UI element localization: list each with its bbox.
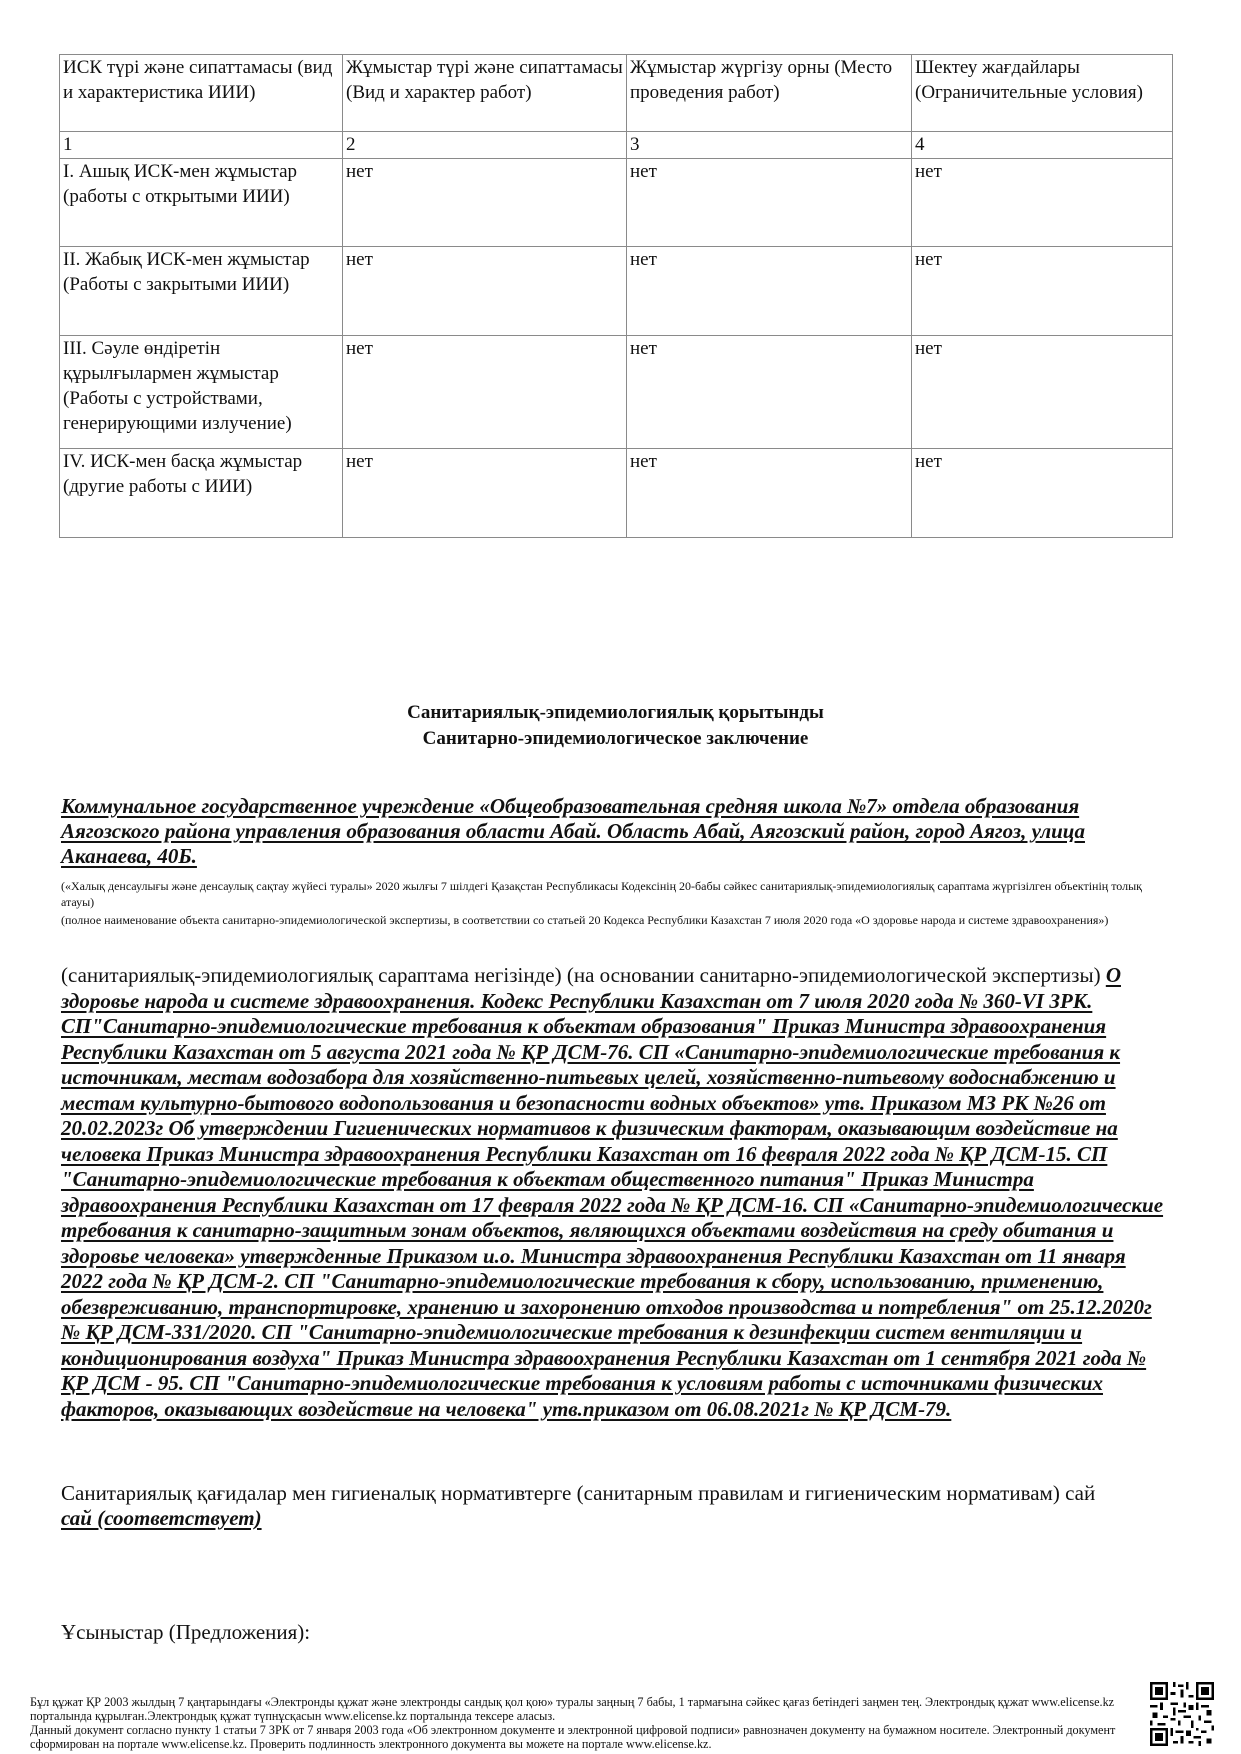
table-cell: 1 (60, 132, 343, 159)
table-cell: нет (912, 247, 1173, 336)
conclusion-title-kz: Санитариялық-эпидемиологиялық қорытынды (407, 702, 824, 723)
table-header-row (60, 55, 1173, 132)
table-row (60, 159, 1173, 247)
table-cell: нет (627, 159, 912, 247)
table-cell: III. Сәуле өндіретін құрылғылармен жұмыстар (Работы с устройствами, генерирующими излучение) (60, 336, 343, 449)
footer-disclaimer (30, 1695, 1130, 1751)
table-cell: нет (912, 159, 1173, 247)
entity-name: Коммунальное государственное учреждение «Общеобразовательная средняя школа №7» отдела образования Аягозского района управления образования области Абай. Область Абай, Аягозский район, город Аягоз, улица Аканаева, 40Б. (61, 794, 1085, 868)
table-cell: I. Ашық ИСК-мен жұмыстар (работы с открытыми ИИИ) (60, 159, 343, 247)
table-cell: IV. ИСК-мен басқа жұмыстар (другие работы с ИИИ) (60, 449, 343, 538)
conformity-section (61, 1481, 1171, 1531)
footer-line-kz: Бұл құжат ҚР 2003 жылдың 7 қаңтарындағы «Электронды құжат және электронды сандық қол қою» туралы заңның 7 бабы, 1 тармағына сәйкес қағаз бетіндегі заңмен тең. Электрондық құжат www.elicense.kz порталында құрылған.Электрондық құжат түпнұсқасын www.elicense.kz порталында тексере аласыз. (30, 1695, 1115, 1723)
basis-intro: (санитариялық-эпидемиологиялық сараптама негізінде) (на основании санитарно-эпидемиологической экспертизы) (61, 963, 1101, 987)
isk-table (59, 54, 1173, 538)
table-cell: нет (343, 159, 627, 247)
qr-code-icon (1150, 1682, 1214, 1746)
table-cell: 2 (343, 132, 627, 159)
table-header-cell: Жұмыстар жүргізу орны (Место проведения работ) (627, 55, 912, 132)
table-cell: 3 (627, 132, 912, 159)
table-header-cell: Жұмыстар түрі және сипаттамасы (Вид и характер работ) (343, 55, 627, 132)
basis-section (61, 963, 1171, 1422)
table-header-cell: ИСК түрі және сипаттамасы (вид и характеристика ИИИ) (60, 55, 343, 132)
table-header-cell: Шектеу жағдайлары (Ограничительные условия) (912, 55, 1173, 132)
entity-note-kz: («Халық денсаулығы және денсаулық сақтау жүйесі туралы» 2020 жылғы 7 шілдегі Қазақстан Республикасы Кодексінің 20-бабы сәйкес санитариялық-эпидемиологиялық сараптама жүргізілген объектінің толық атауы) (61, 879, 1143, 909)
table-cell: нет (343, 247, 627, 336)
table-cell: нет (343, 336, 627, 449)
table-cell: нет (912, 336, 1173, 449)
table-cell: нет (627, 449, 912, 538)
table-row (60, 449, 1173, 538)
basis-documents: О здоровье народа и системе здравоохранения. Кодекс Республики Казахстан от 7 июля 2020 года № 360-VI ЗРК. СП"Санитарно-эпидемиологические требования к объектам образования" Приказ Министра здравоохранения Республики Казахстан от 5 августа 2021 года № ҚР ДСМ-76. СП «Санитарно-эпидемиологические требования к источникам, местам водозабора для хозяйственно-питьевых целей, хозяйственно-питьевому водоснабжению и местам культурно-бытового водопользования и безопасности водных объектов» утв. Приказом МЗ РК №26 от 20.02.2023г Об утверждении Гигиенических нормативов к физическим факторам, оказывающим воздействие на человека Приказ Министра здравоохранения Республики Казахстан от 16 февраля 2022 года № ҚР ДСМ-15. СП "Санитарно-эпидемиологические требования к объектам общественного питания" Приказ Министра здравоохранения Республики Казахстан от 17 февраля 2022 года № ҚР ДСМ-16. СП «Санитарно-эпидемиологические требования к санитарно-защитным зонам объектов, являющихся объектами воздействия на среду обитания и здоровье человека» утвержденные Приказом и.о. Министра здравоохранения Республики Казахстан от 11 января 2022 года № ҚР ДСМ-2. СП "Санитарно-эпидемиологические требования к сбору, использованию, применению, обезвреживанию, транспортировке, хранению и захоронению отходов производства и потребления" от 25.12.2020г № ҚР ДСМ-331/2020. СП "Санитарно-эпидемиологические требования к дезинфекции систем вентиляции и кондиционирования воздуха" Приказ Министра здравоохранения Республики Казахстан от 1 сентября 2021 года № ҚР ДСМ - 95. СП "Санитарно-эпидемиологические требования к условиям работы с источниками физических факторов, оказывающих воздействие на человека" утв.приказом от 06.08.2021г № ҚР ДСМ-79. (61, 963, 1164, 1421)
footer-line-ru: Данный документ согласно пункту 1 статьи 7 ЗРК от 7 января 2003 года «Об электронном документе и электронной цифровой подписи» равнозначен документу на бумажном носителе. Электронный документ сформирован на портале www.elicense.kz. Проверить подлинность электронного документа вы можете на портале www.elicense.kz. (30, 1723, 1116, 1751)
table-cell: нет (627, 247, 912, 336)
table-cell: нет (343, 449, 627, 538)
table-number-row (60, 132, 1173, 159)
table-cell: 4 (912, 132, 1173, 159)
table-row (60, 336, 1173, 449)
conformity-value: сай (соответствует) (61, 1506, 262, 1530)
proposals-label: Ұсыныстар (Предложения): (61, 1620, 311, 1644)
table-row (60, 247, 1173, 336)
table-cell: нет (912, 449, 1173, 538)
conformity-label: Санитариялық қағидалар мен гигиеналық нормативтерге (санитарным правилам и гигиеническим нормативам) сай (61, 1481, 1096, 1505)
table-cell: нет (627, 336, 912, 449)
table-cell: II. Жабық ИСК-мен жұмыстар (Работы с закрытыми ИИИ) (60, 247, 343, 336)
entity-note-ru: (полное наименование объекта санитарно-эпидемиологической экспертизы, в соответствии со статьей 20 Кодекса Республики Казахстан 7 июля 2020 года «О здоровье народа и системе здравоохранения») (61, 913, 1109, 927)
conclusion-title-ru: Санитарно-эпидемиологическое заключение (422, 728, 809, 749)
